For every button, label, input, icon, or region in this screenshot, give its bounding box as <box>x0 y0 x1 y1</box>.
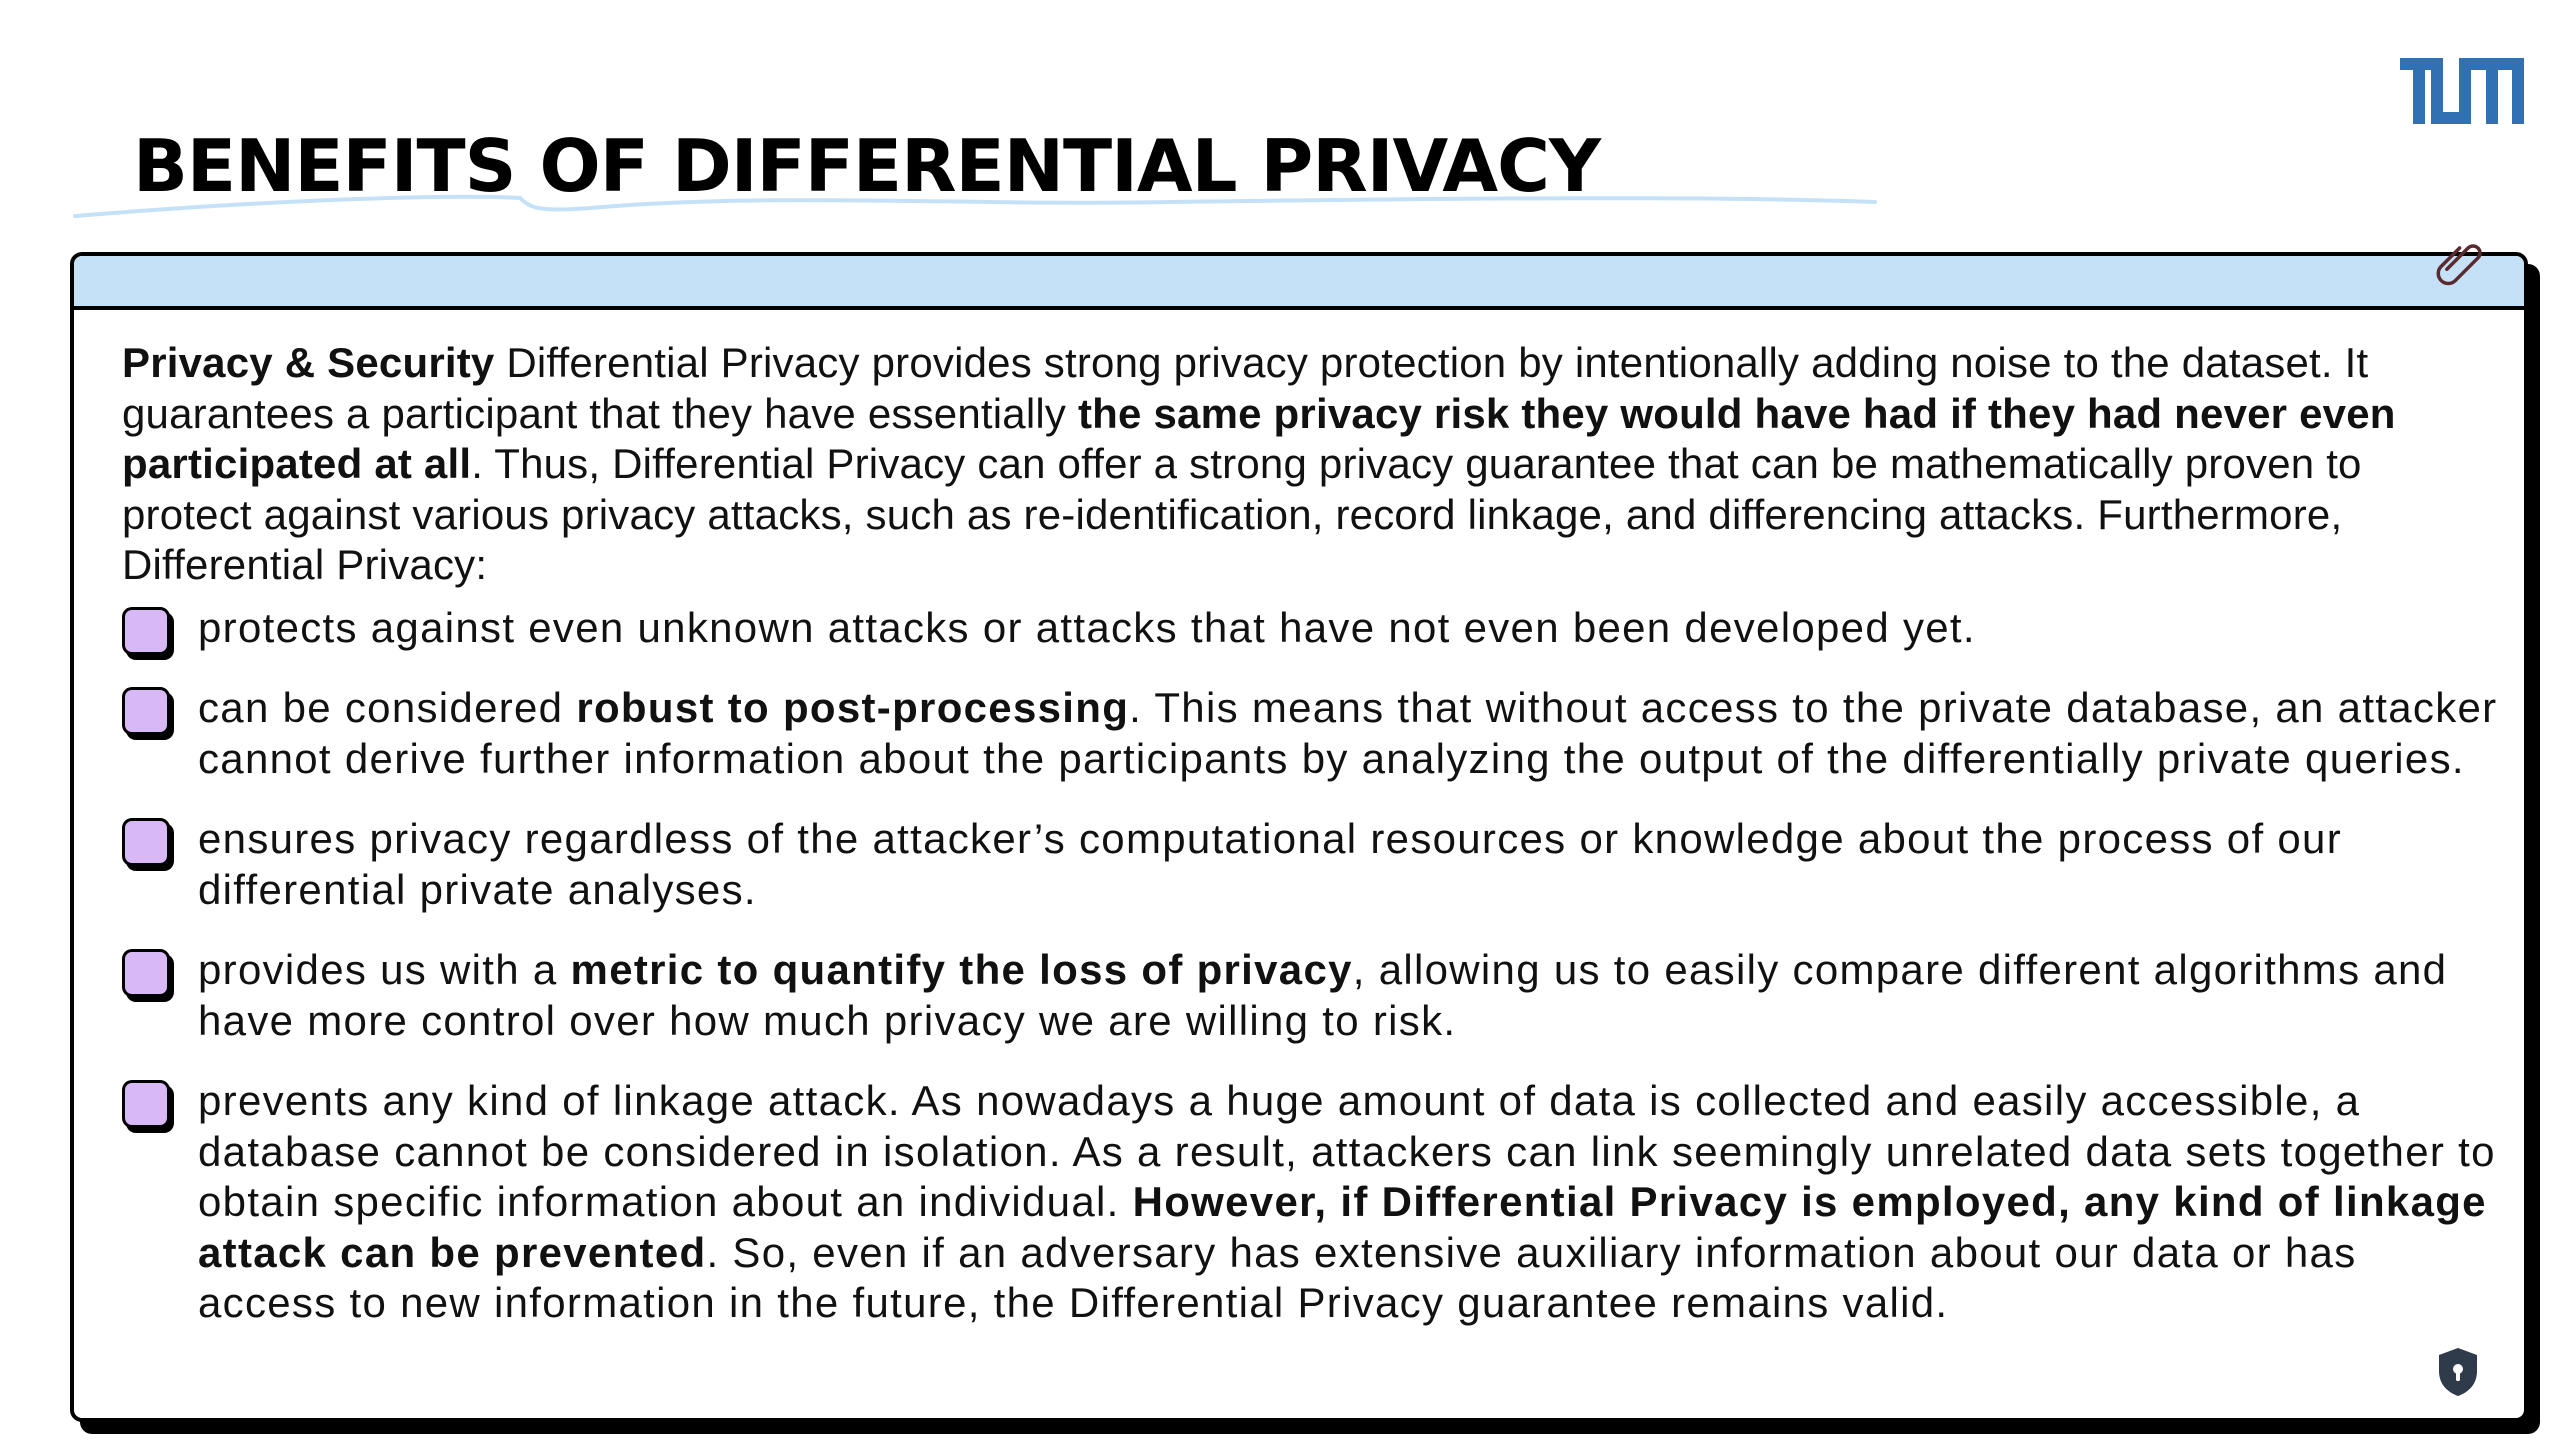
list-item <box>122 603 2502 654</box>
item-text: prevents any kind of linkage attack. As nowadays a huge amount of data is collected and easily accessible, a database cannot be considered in isolation. As a result, attackers can link seemingly unrelated data sets together to obtain specific information about an individual. <box>198 1077 2496 1225</box>
intro-lead: Privacy & Security <box>122 339 495 386</box>
intro-text-2: . Thus, Differential Privacy can offer a strong privacy guarantee that can be mathematically proven to protect against various privacy attacks, such as re-identification, record linkage, and differencing attacks. Furthermore, Differential Privacy: <box>122 440 2362 588</box>
intro-bold-1: the same privacy risk they would have had if they had never even participated at all <box>122 389 2396 487</box>
paperclip-icon <box>2430 234 2492 296</box>
list-item-text <box>198 603 2502 654</box>
item-bold: robust to post-processing <box>576 684 1130 731</box>
checkbox-icon[interactable] <box>122 818 170 866</box>
item-text: , allowing us to easily compare different algorithms and have more control over how much privacy we are willing to risk. <box>198 946 2448 1044</box>
item-text: ensures privacy regardless of the attacker’s computational resources or knowledge about the process of our differential private analyses. <box>198 815 2342 913</box>
checkbox-icon[interactable] <box>122 607 170 655</box>
item-text: . So, even if an adversary has extensive auxiliary information about our data or has access to new information in the future, the Differential Privacy guarantee remains valid. <box>198 1228 2357 1326</box>
list-item-text <box>198 814 2502 915</box>
checkbox-icon[interactable] <box>122 949 170 997</box>
item-text: protects against even unknown attacks or attacks that have not even been developed yet. <box>198 603 1976 651</box>
item-text: can be considered <box>198 684 577 731</box>
intro-paragraph <box>122 338 2502 591</box>
list-item-text <box>198 1076 2502 1329</box>
item-text: provides us with a <box>198 946 571 993</box>
list-item <box>122 1076 2502 1329</box>
page-title: BENEFITS OF DIFFERENTIAL PRIVACY <box>133 124 1601 208</box>
item-bold: metric to quantify the loss of privacy <box>570 946 1353 993</box>
list-item <box>122 945 2502 1046</box>
checkbox-icon[interactable] <box>122 1080 170 1128</box>
list-item-text <box>198 945 2502 1046</box>
card-header-bar <box>74 256 2524 310</box>
benefits-list <box>122 603 2502 1329</box>
item-bold: However, if Differential Privacy is employed, any kind of linkage attack can be prevented <box>198 1178 2487 1276</box>
list-item <box>122 683 2502 784</box>
intro-text-1: Differential Privacy provides strong privacy protection by intentionally adding noise to the dataset. It guarantees a participant that they have essentially <box>122 339 2369 437</box>
title-underline-swoosh <box>70 188 1880 218</box>
list-item <box>122 814 2502 915</box>
card-content <box>122 338 2502 1329</box>
list-item-text <box>198 683 2502 784</box>
tum-logo <box>2400 58 2524 124</box>
shield-lock-icon <box>2436 1346 2480 1398</box>
item-text: . This means that without access to the private database, an attacker cannot derive further information about the participants by analyzing the output of the differentially private queries. <box>198 684 2498 782</box>
checkbox-icon[interactable] <box>122 687 170 735</box>
